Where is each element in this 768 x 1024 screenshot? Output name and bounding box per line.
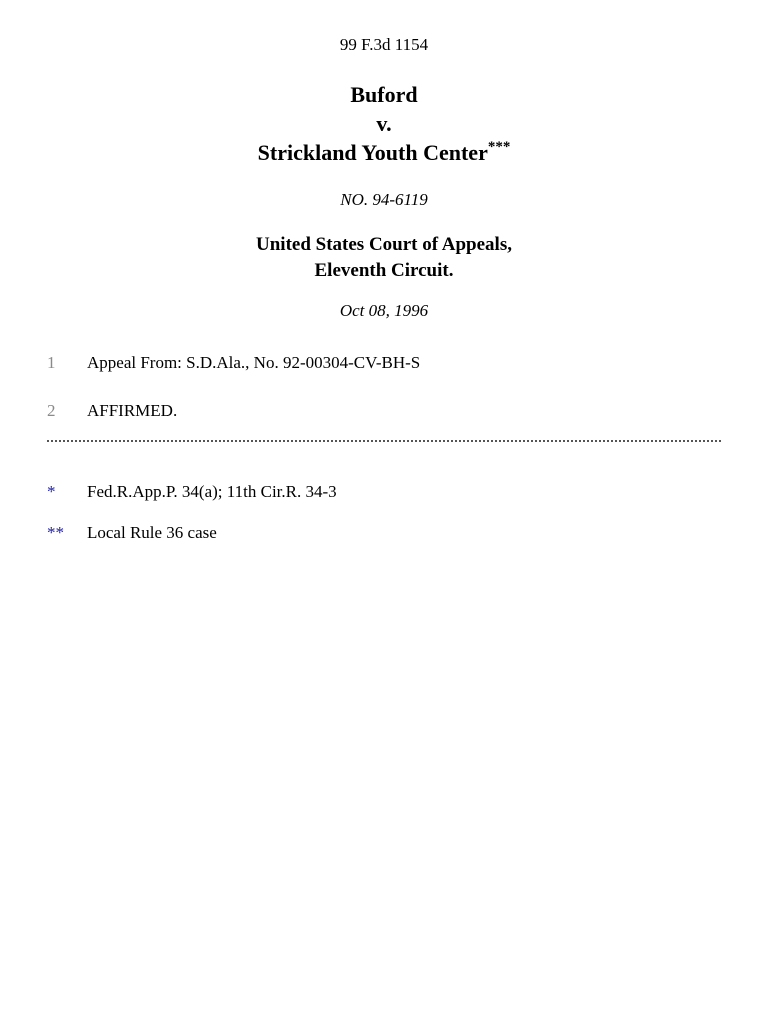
case-caption [0, 80, 768, 167]
footnote-marker[interactable]: ** [47, 523, 64, 542]
paragraph-text: AFFIRMED. [87, 401, 178, 420]
paragraph-number: 1 [47, 353, 56, 372]
footnote-marker[interactable]: * [47, 482, 56, 501]
caption-footnote-marker: *** [487, 139, 511, 155]
footnote-text: Local Rule 36 case [87, 523, 217, 542]
court-name [0, 232, 768, 284]
footnote [0, 522, 768, 544]
case-citation: 99 F.3d 1154 [339, 35, 429, 54]
caption-party-2-line [0, 138, 768, 167]
footnote-text: Fed.R.App.P. 34(a); 11th Cir.R. 34-3 [87, 482, 337, 501]
court-name-line-2: Eleventh Circuit. [314, 260, 454, 281]
decision-date: Oct 08, 1996 [339, 301, 429, 320]
caption-party-2: Strickland Youth Center [257, 140, 488, 165]
paragraph-number: 2 [47, 401, 56, 420]
footnote-divider [47, 440, 721, 442]
paragraph [0, 400, 768, 422]
paragraph [0, 352, 768, 374]
court-name-line-1: United States Court of Appeals, [256, 234, 512, 255]
caption-versus: v. [376, 111, 392, 136]
footnote [0, 481, 768, 503]
paragraph-text: Appeal From: S.D.Ala., No. 92-00304-CV-BH-S [87, 353, 421, 372]
docket-number: NO. 94-6119 [340, 190, 428, 209]
caption-party-1: Buford [350, 82, 418, 107]
